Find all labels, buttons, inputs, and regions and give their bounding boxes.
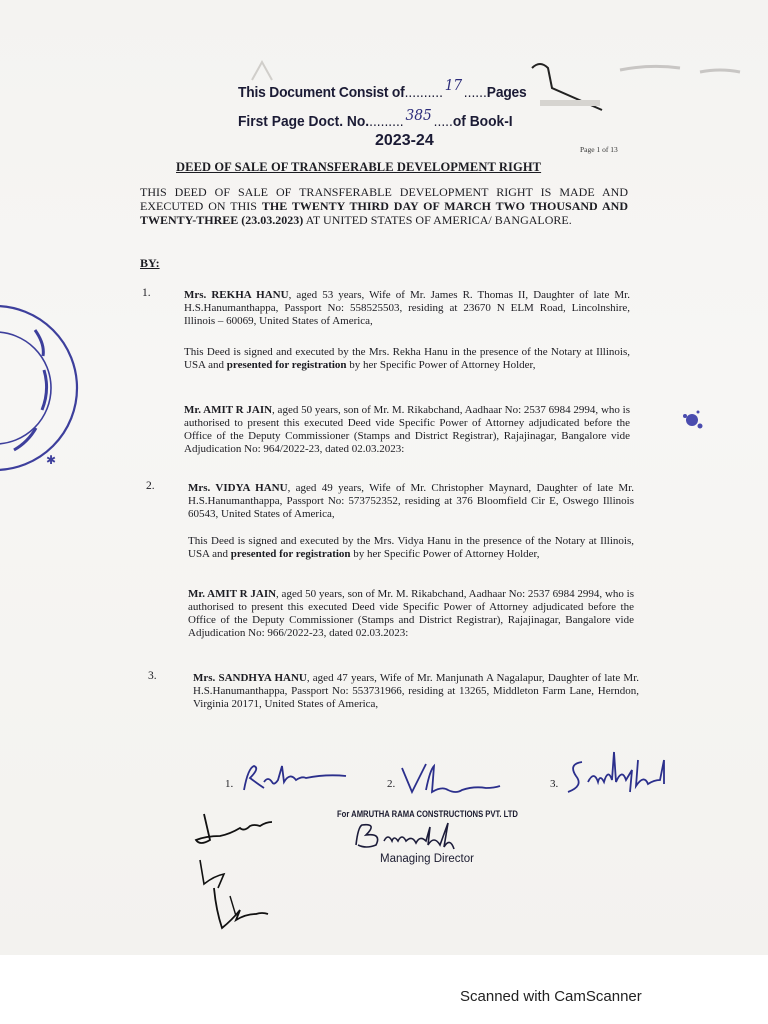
ink-blot: [680, 408, 710, 438]
signature-sandhya: [568, 752, 688, 802]
signature-label: 3.: [550, 778, 559, 790]
registration-year: 2023-24: [375, 132, 434, 149]
deed-title: DEED OF SALE OF TRANSFERABLE DEVELOPMENT RIGHT: [176, 160, 542, 174]
signature-rekha: [238, 760, 368, 800]
camscanner-watermark: Scanned with CamScanner: [460, 988, 642, 1005]
party-3-details: Mrs. SANDHYA HANU, aged 47 years, Wife of Mr. Manjunath A Nagalapur, Daughter of late Mr. H.S.Hanumanthappa, Passport No: 553731966, residing at 13265, Middleton Farm Lane, Herndon, Virginia 20171, United States of America,: [193, 672, 639, 710]
managing-director-title: Managing Director: [380, 853, 474, 865]
left-margin-signatures: [190, 800, 290, 940]
signature-label: 1.: [225, 778, 234, 790]
page-indicator: Page 1 of 13: [580, 145, 618, 154]
party-1-poa-holder: Mr. AMIT R JAIN, aged 50 years, son of Mr. M. Rikabchand, Aadhaar No: 2537 6984 2994, who is authorised to present this executed Deed vide Specific Power of Attorney adjudicated before the Office of the Deputy Commissioner (Stamps and District Registrar), Rajajinagar, Bangalore vide Adjudication No: 964/2022-23, dated 02.03.2023:: [184, 404, 630, 455]
party-number: 2.: [146, 480, 155, 492]
party-2-signing-note: This Deed is signed and executed by the Mrs. Vidya Hanu in the presence of the Notary at Illinois, USA and presented for registration by her Specific Power of Attorney Holder,: [188, 535, 634, 560]
party-2-details: Mrs. VIDYA HANU, aged 49 years, Wife of Mr. Christopher Maynard, Daughter of late Mr. H.S.Hanumanthappa, Passport No: 573752352, residing at 376 Bloomfield Cir E, Oswego Illinois 60543, United States of America,: [188, 482, 634, 520]
company-name: For AMRUTHA RAMA CONSTRUCTIONS PVT. LTD: [337, 809, 518, 819]
party-2-poa-holder: Mr. AMIT R JAIN, aged 50 years, son of Mr. M. Rikabchand, Aadhaar No: 2537 6984 2994, who is authorised to present this executed Deed vide Specific Power of Attorney adjudicated before the Office of the Deputy Commissioner (Stamps and District Registrar), Rajajinagar, Bangalore vide Adjudication No: 966/2022-23, dated 02.03.2023:: [188, 588, 634, 639]
handwritten-page-count: 17: [444, 76, 462, 94]
top-right-faint-marks: [500, 50, 760, 120]
party-number: 3.: [148, 670, 157, 682]
party-number: 1.: [142, 287, 151, 299]
signature-vidya: [400, 760, 510, 800]
signature-managing-director: [350, 815, 510, 855]
signature-label: 2.: [387, 778, 396, 790]
first-page-doc-number: First Page Doct. No.......... 385 .....of Book-I: [238, 106, 513, 130]
svg-text:✱: ✱: [46, 453, 57, 467]
document-page-count: This Document Consist of.......... 17 ......Pages: [238, 76, 527, 101]
office-seal-stamp: [0, 300, 70, 480]
party-1-signing-note: This Deed is signed and executed by the Mrs. Rekha Hanu in the presence of the Notary at Illinois, USA and presented for registration by her Specific Power of Attorney Holder,: [184, 346, 630, 371]
deed-introduction: THIS DEED OF SALE OF TRANSFERABLE DEVELOPMENT RIGHT IS MADE AND EXECUTED ON THIS THE TWENTY THIRD DAY OF MARCH TWO THOUSAND AND TWENTY-THREE (23.03.2023) AT UNITED STATES OF AMERICA/ BANGALORE.: [140, 185, 628, 227]
by-label: BY:: [140, 256, 160, 270]
handwritten-doc-number: 385: [405, 106, 432, 124]
party-1-details: Mrs. REKHA HANU, aged 53 years, Wife of Mr. James R. Thomas II, Daughter of late Mr. H.S.Hanumanthappa, Passport No: 558525503, residing at 23670 N ELM Road, Lincolnshire, Illinois – 60069, United States of America,: [184, 289, 630, 327]
